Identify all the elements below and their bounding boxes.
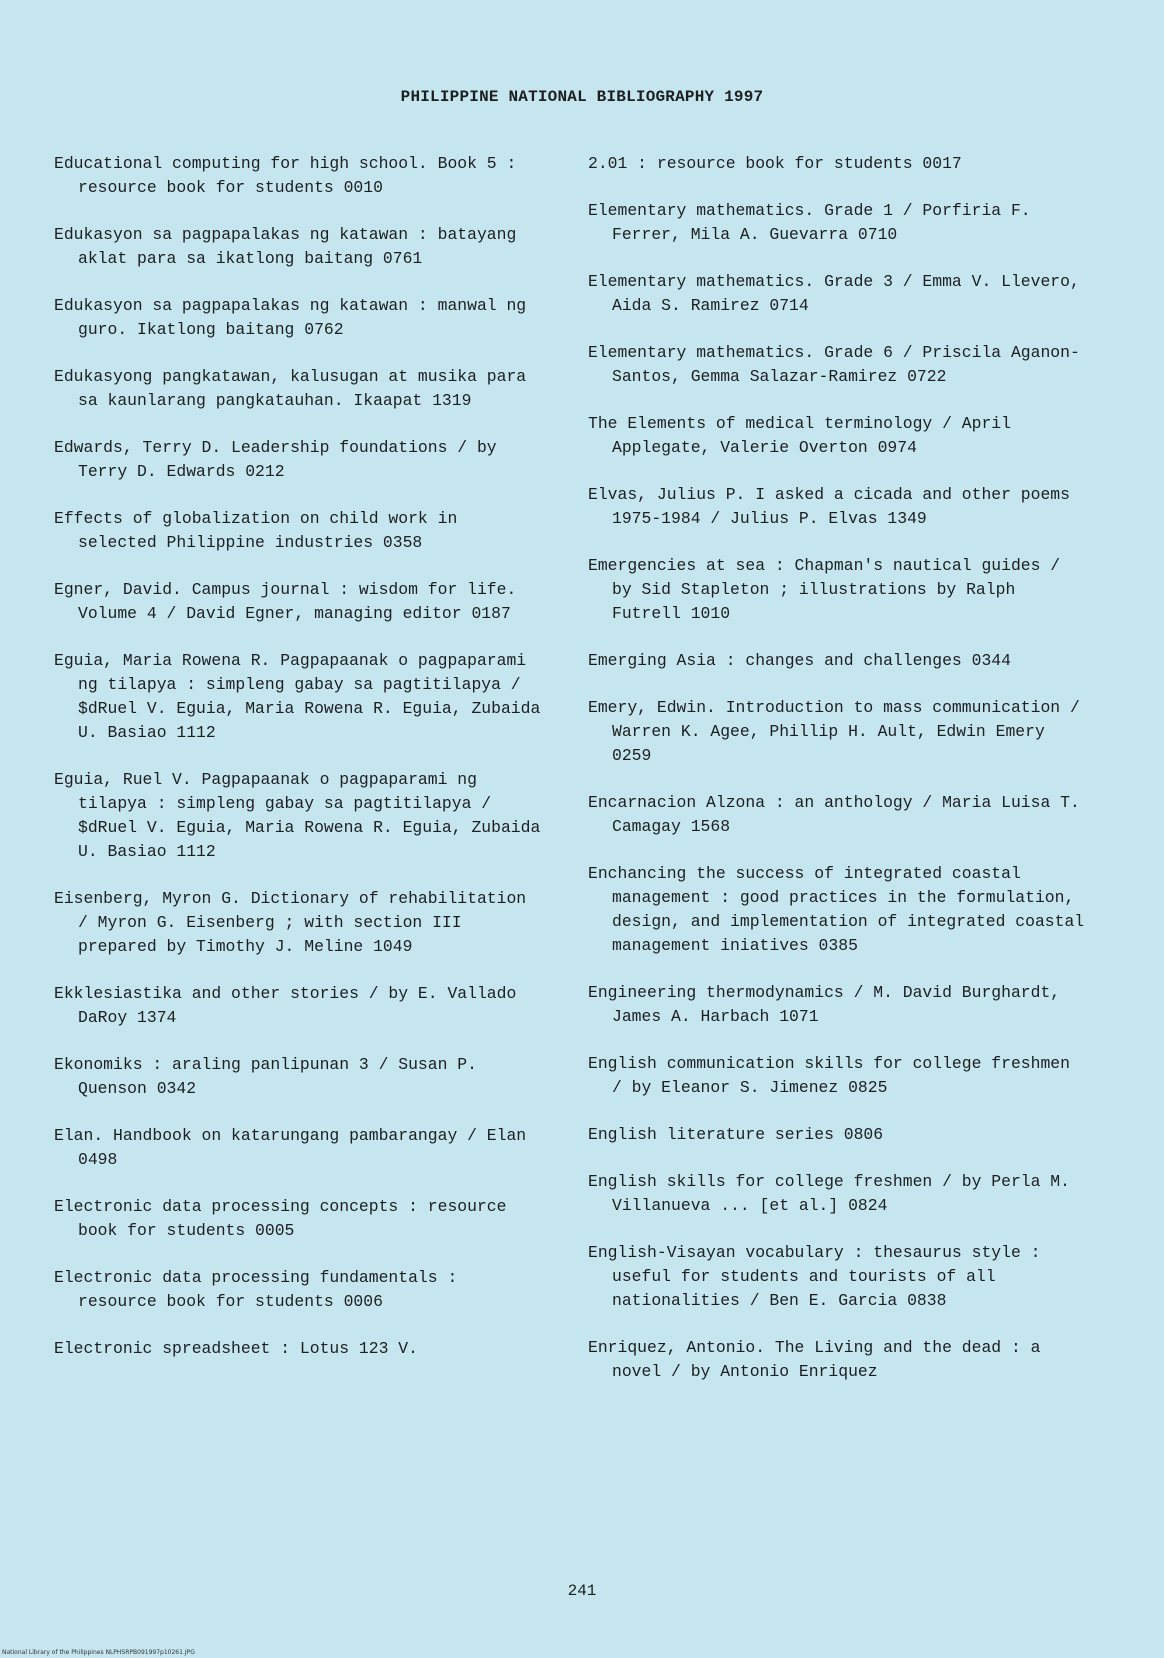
right-column xyxy=(588,152,1088,1407)
left-column xyxy=(54,152,544,1384)
bibliography-entry: Ekonomiks : araling panlipunan 3 / Susan P. Quenson 0342 xyxy=(54,1055,477,1098)
bibliography-entry: Edukasyong pangkatawan, kalusugan at musika para sa kaunlarang pangkatauhan. Ikaapat 1319 xyxy=(54,367,527,410)
bibliography-entry: Electronic spreadsheet : Lotus 123 V. xyxy=(54,1339,418,1358)
bibliography-entry: Eisenberg, Myron G. Dictionary of rehabilitation / Myron G. Eisenberg ; with section III prepared by Timothy J. Meline 1049 xyxy=(54,889,527,956)
bibliography-entry: Elementary mathematics. Grade 1 / Porfiria F. Ferrer, Mila A. Guevarra 0710 xyxy=(588,201,1031,244)
bibliography-entry: The Elements of medical terminology / April Applegate, Valerie Overton 0974 xyxy=(588,414,1011,457)
bibliography-entry: Edwards, Terry D. Leadership foundations / by Terry D. Edwards 0212 xyxy=(54,438,497,481)
bibliography-entry: Edukasyon sa pagpapalakas ng katawan : batayang aklat para sa ikatlong baitang 0761 xyxy=(54,225,517,268)
bibliography-entry: Electronic data processing fundamentals : resource book for students 0006 xyxy=(54,1268,458,1311)
bibliography-entry: Enriquez, Antonio. The Living and the dead : a novel / by Antonio Enriquez xyxy=(588,1338,1041,1381)
bibliography-entry: Engineering thermodynamics / M. David Burghardt, James A. Harbach 1071 xyxy=(588,983,1061,1026)
bibliography-entry: Eguia, Ruel V. Pagpapaanak o pagpaparami ng tilapya : simpleng gabay sa pagtitilapya / $dRuel V. Eguia, Maria Rowena R. Eguia, Zubaida U. Basiao 1112 xyxy=(54,770,541,861)
bibliography-entry: Elementary mathematics. Grade 6 / Priscila Aganon-Santos, Gemma Salazar-Ramirez 0722 xyxy=(588,343,1080,386)
page-title: PHILIPPINE NATIONAL BIBLIOGRAPHY 1997 xyxy=(400,88,764,106)
bibliography-entry: English literature series 0806 xyxy=(588,1125,884,1144)
page-number: 241 xyxy=(567,1582,597,1600)
bibliography-entry: Emergencies at sea : Chapman's nautical guides / by Sid Stapleton ; illustrations by Ralph Futrell 1010 xyxy=(588,556,1061,623)
bibliography-entry: Eguia, Maria Rowena R. Pagpapaanak o pagpaparami ng tilapya : simpleng gabay sa pagtitilapya / $dRuel V. Eguia, Maria Rowena R. Eguia, Zubaida U. Basiao 1112 xyxy=(54,651,541,742)
bibliography-entry: English-Visayan vocabulary : thesaurus style : useful for students and tourists of all nationalities / Ben E. Garcia 0838 xyxy=(588,1243,1041,1310)
bibliography-entry: Elementary mathematics. Grade 3 / Emma V. Llevero, Aida S. Ramirez 0714 xyxy=(588,272,1080,315)
bibliography-entry: Ekklesiastika and other stories / by E. Vallado DaRoy 1374 xyxy=(54,984,517,1027)
bibliography-entry: English communication skills for college freshmen / by Eleanor S. Jimenez 0825 xyxy=(588,1054,1070,1097)
bibliography-entry: English skills for college freshmen / by Perla M. Villanueva ... [et al.] 0824 xyxy=(588,1172,1070,1215)
bibliography-entry: Effects of globalization on child work in selected Philippine industries 0358 xyxy=(54,509,458,552)
bibliography-entry: Egner, David. Campus journal : wisdom for life. Volume 4 / David Egner, managing editor 0187 xyxy=(54,580,517,623)
bibliography-entry: Emerging Asia : changes and challenges 0344 xyxy=(588,651,1011,670)
bibliography-entry: Enchancing the success of integrated coastal management : good practices in the formulation, design, and implementation of integrated coastal management iniatives 0385 xyxy=(588,864,1085,955)
bibliography-entry: Emery, Edwin. Introduction to mass communication / Warren K. Agee, Phillip H. Ault, Edwin Emery 0259 xyxy=(588,698,1080,765)
scan-footer-note: National Library of the Philippines NLPHSRPB091997p10261.JPG xyxy=(2,1649,195,1656)
bibliography-entry: Educational computing for high school. Book 5 : resource book for students 0010 xyxy=(54,154,517,197)
bibliography-entry: Edukasyon sa pagpapalakas ng katawan : manwal ng guro. Ikatlong baitang 0762 xyxy=(54,296,527,339)
bibliography-entry: Elvas, Julius P. I asked a cicada and other poems 1975-1984 / Julius P. Elvas 1349 xyxy=(588,485,1070,528)
bibliography-entry: Elan. Handbook on katarungang pambarangay / Elan 0498 xyxy=(54,1126,527,1169)
bibliography-entry: Encarnacion Alzona : an anthology / Maria Luisa T. Camagay 1568 xyxy=(588,793,1080,836)
bibliography-entry: 2.01 : resource book for students 0017 xyxy=(588,154,962,173)
bibliography-entry: Electronic data processing concepts : resource book for students 0005 xyxy=(54,1197,507,1240)
